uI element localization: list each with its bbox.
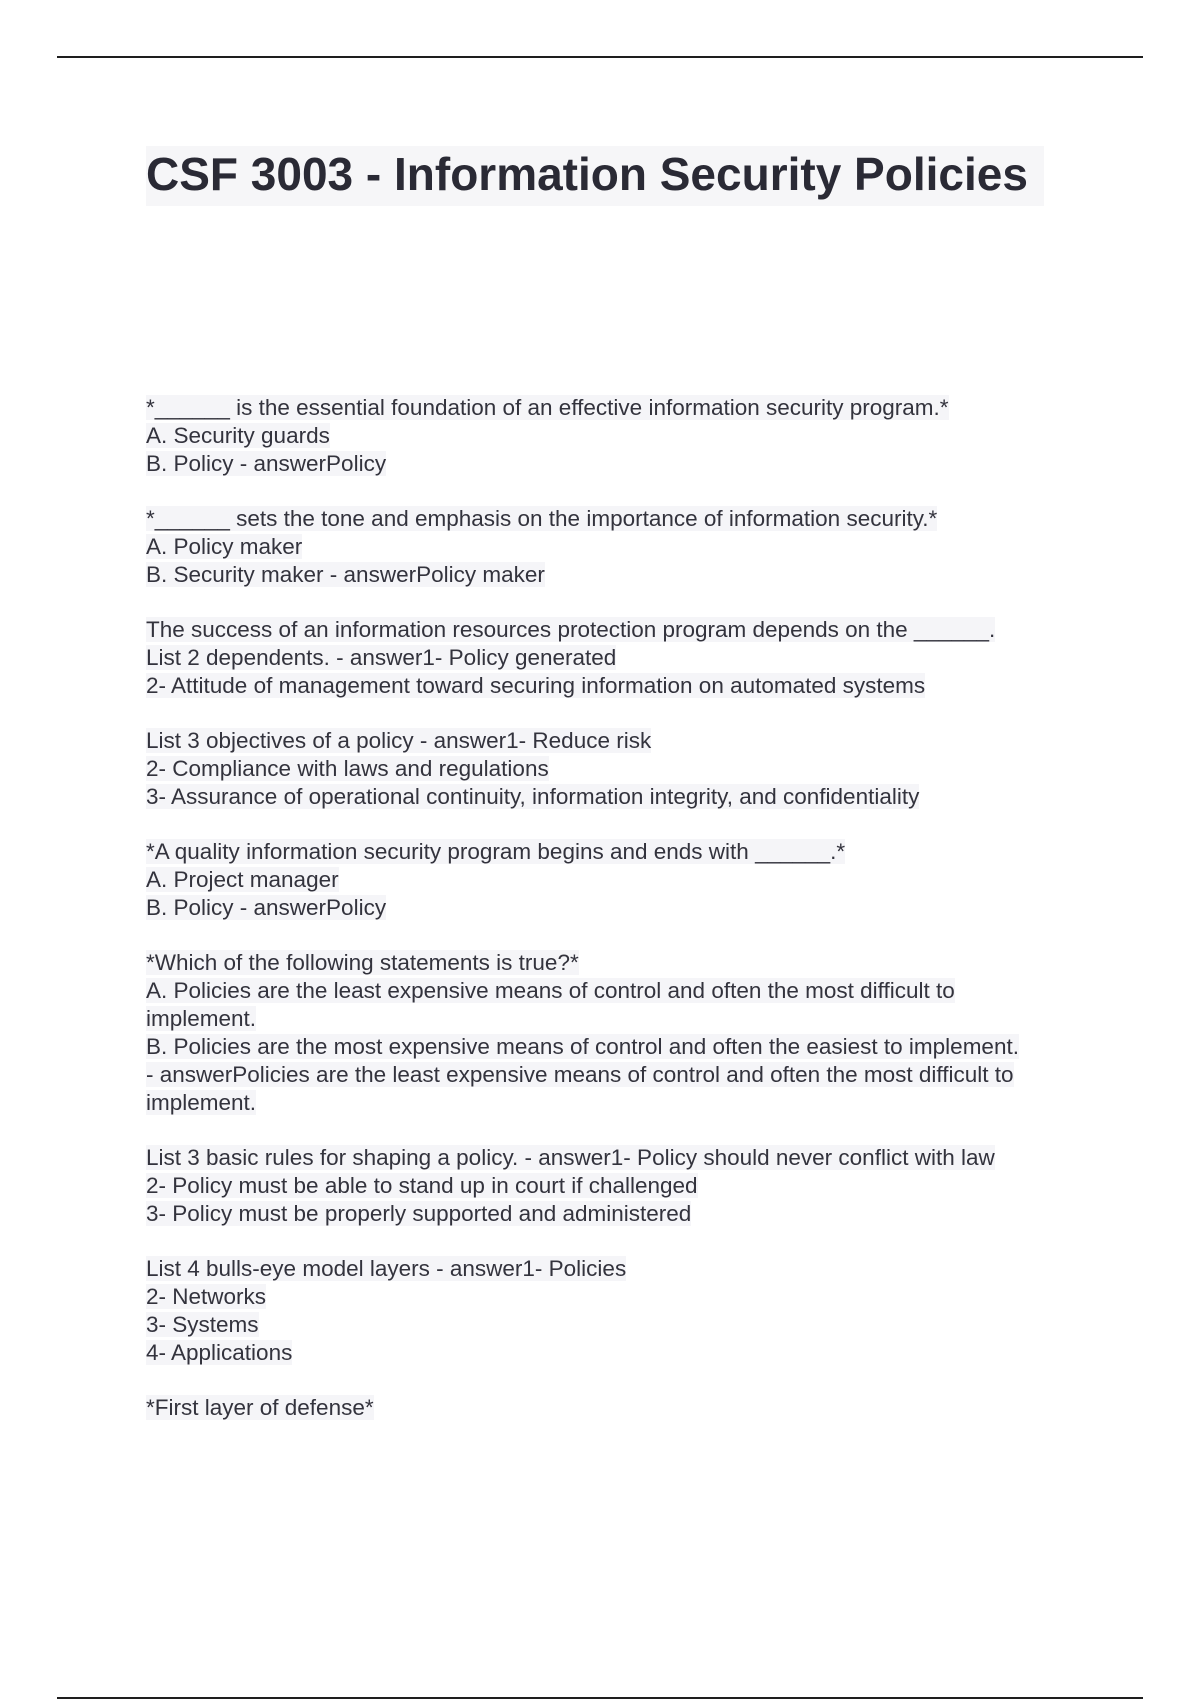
answer-line: implement. [146,1090,257,1115]
question-line: *______ is the essential foundation of an effective information security program.* [146,395,949,420]
question-line: The success of an information resources protection program depends on the ______. [146,617,996,642]
answer-line: A. Project manager [146,867,339,892]
bottom-rule [57,1697,1143,1699]
answer-line: B. Policies are the most expensive means of control and often the easiest to implement. [146,1034,1019,1059]
page-title: CSF 3003 - Information Security Policies [146,146,1044,206]
qa-block [146,727,1126,811]
question-line: List 4 bulls-eye model layers - answer1- Policies [146,1256,627,1281]
qa-block [146,616,1126,700]
answer-line: B. Security maker - answerPolicy maker [146,562,545,587]
answer-line: 2- Compliance with laws and regulations [146,756,549,781]
answer-line: B. Policy - answerPolicy [146,895,387,920]
question-line: *First layer of defense* [146,1395,374,1420]
answer-line: 3- Systems [146,1312,259,1337]
answer-line: A. Security guards [146,423,330,448]
question-line: List 3 objectives of a policy - answer1- Reduce risk [146,728,652,753]
answer-line: List 2 dependents. - answer1- Policy generated [146,645,617,670]
answer-line: 4- Applications [146,1340,293,1365]
top-rule [57,56,1143,58]
qa-block [146,949,1126,1117]
answer-line: 3- Policy must be properly supported and administered [146,1201,692,1226]
question-line: *______ sets the tone and emphasis on the importance of information security.* [146,506,938,531]
document-body [146,394,1126,1449]
answer-line: 3- Assurance of operational continuity, information integrity, and confidentiality [146,784,920,809]
answer-line: - answerPolicies are the least expensive means of control and often the most difficult to [146,1062,1014,1087]
answer-line: implement. [146,1006,257,1031]
answer-line: 2- Attitude of management toward securing information on automated systems [146,673,926,698]
qa-block [146,1394,1126,1422]
question-line: *Which of the following statements is true?* [146,950,579,975]
answer-line: 2- Policy must be able to stand up in court if challenged [146,1173,698,1198]
answer-line: 2- Networks [146,1284,267,1309]
answer-line: B. Policy - answerPolicy [146,451,387,476]
qa-block [146,1144,1126,1228]
qa-block [146,1255,1126,1367]
qa-block [146,838,1126,922]
qa-block [146,505,1126,589]
answer-line: A. Policy maker [146,534,303,559]
qa-block [146,394,1126,478]
question-line: *A quality information security program begins and ends with ______.* [146,839,846,864]
answer-line: A. Policies are the least expensive means of control and often the most difficult to [146,978,955,1003]
question-line: List 3 basic rules for shaping a policy. - answer1- Policy should never conflict with law [146,1145,995,1170]
